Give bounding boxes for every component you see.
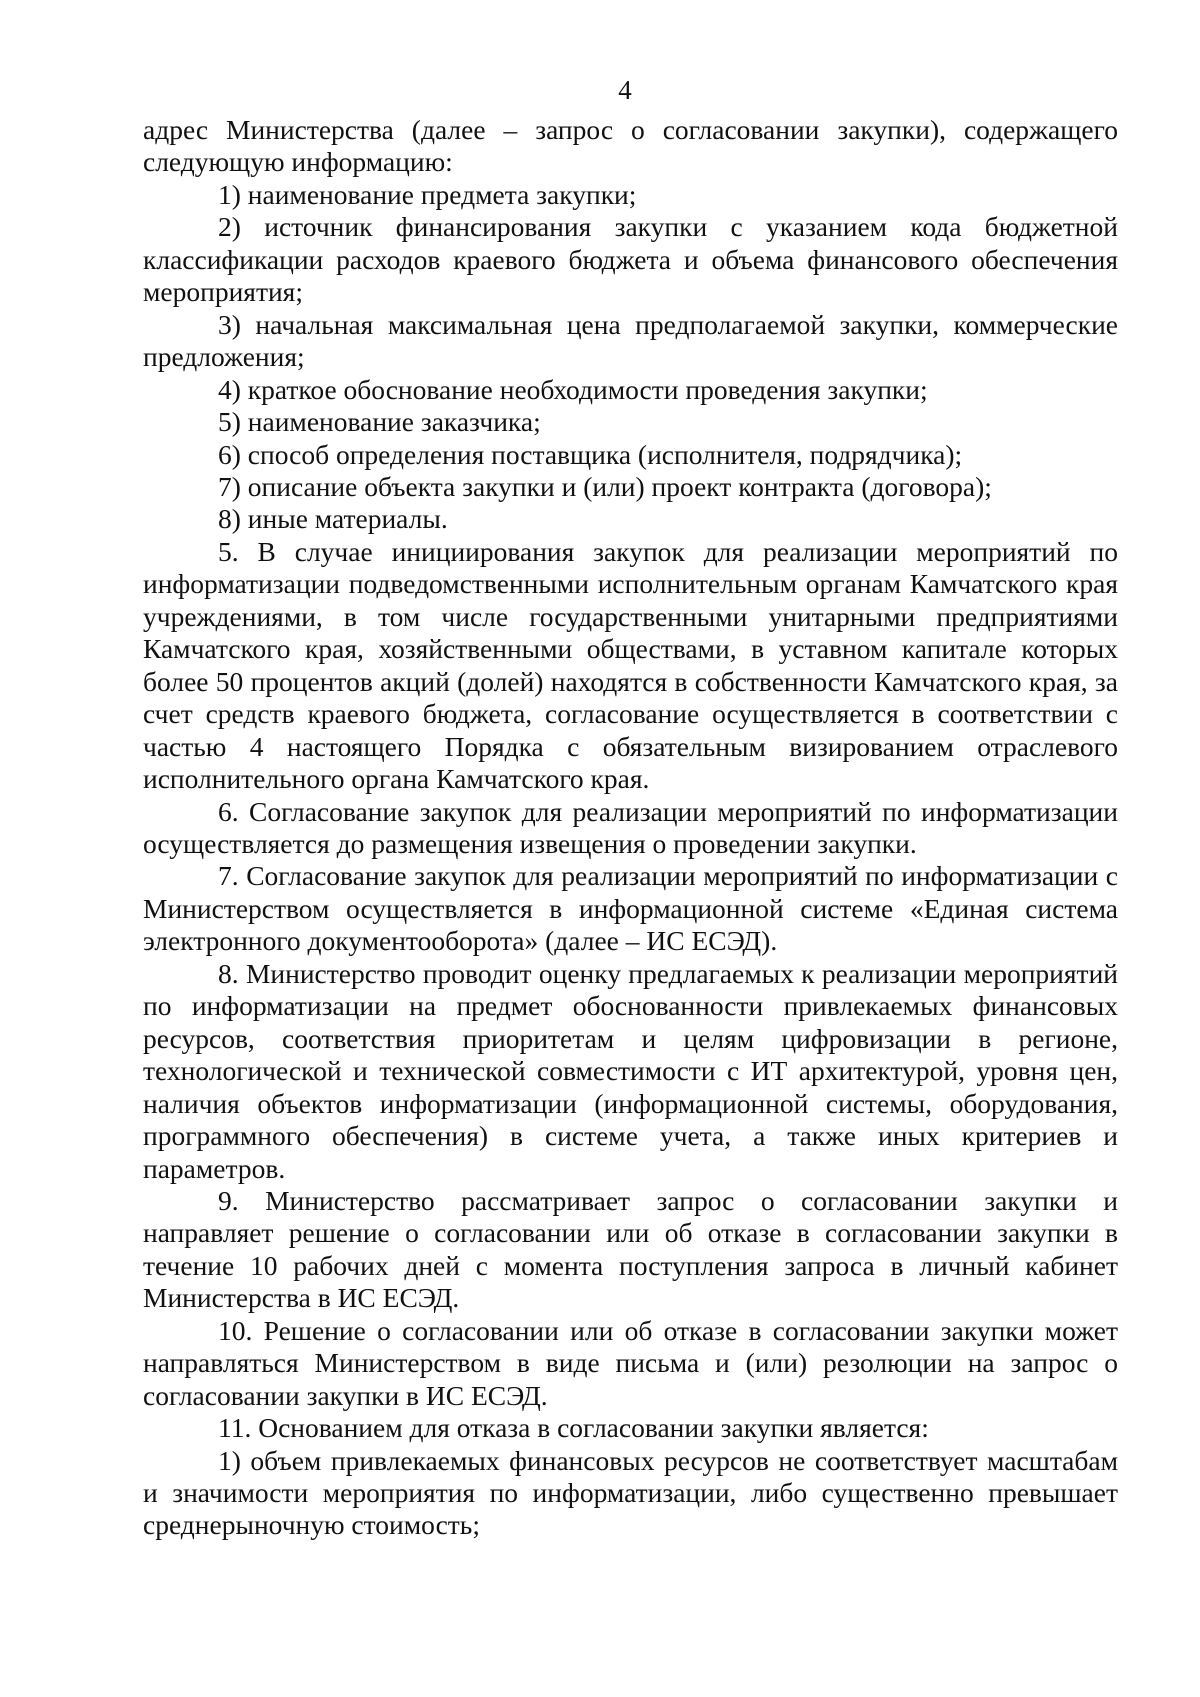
list-item-3-max-price: 3) начальная максимальная цена предполагаемой закупки, коммерческие предложения; [143,308,1118,373]
clause-5: 5. В случае инициирования закупок для реализации мероприятий по информатизации подведомственными исполнительным органам Камчатского края учреждениями, в том числе государственными унитарными предприятиями Камчатского края, хозяйственными обществами, в уставном капитале которых более 50 процентов акций (долей) находятся в собственности Камчатского края, за счет средств краевого бюджета, согласование осуществляется в соответствии с частью 4 настоящего Порядка с обязательным визированием отраслевого исполнительного органа Камчатского края. [143,535,1118,795]
paragraph-continuation: адрес Министерства (далее – запрос о согласовании закупки), содержащего следующую информацию: [143,114,1118,178]
list-item-6-supplier-method: 6) способ определения поставщика (исполнителя, подрядчика); [218,438,963,470]
clause-10: 10. Решение о согласовании или об отказе в согласовании закупки может направляться Министерством в виде письма и (или) резолюции на запрос о согласовании закупки в ИС ЕСЭД. [143,1314,1118,1411]
page-number: 4 [618,75,632,105]
list-item-5-customer: 5) наименование заказчика; [218,406,541,438]
clause-11-item-1: 1) объем привлекаемых финансовых ресурсов не соответствует масштабам и значимости мероприятия по информатизации, либо существенно превышает среднерыночную стоимость; [143,1444,1118,1541]
clause-6: 6. Согласование закупок для реализации мероприятий по информатизации осуществляется до размещения извещения о проведении закупки. [143,795,1118,859]
list-item-8-other-materials: 8) иные материалы. [218,503,448,535]
clause-9: 9. Министерство рассматривает запрос о согласовании закупки и направляет решение о согласовании или об отказе в согласовании закупки в течение 10 рабочих дней с момента поступления запроса в личный кабинет Министерства в ИС ЕСЭД. [143,1184,1118,1314]
list-item-7-object-description: 7) описание объекта закупки и (или) проект контракта (договора); [218,470,992,502]
list-item-2-funding-source: 2) источник финансирования закупки с указанием кода бюджетной классификации расходов краевого бюджета и объема финансового обеспечения мероприятия; [143,211,1118,308]
list-item-1-subject: 1) наименование предмета закупки; [218,178,637,210]
document-body [143,114,1118,1542]
clause-11: 11. Основанием для отказа в согласовании закупки является: [218,1412,929,1444]
clause-8: 8. Министерство проводит оценку предлагаемых к реализации мероприятий по информатизации на предмет обоснованности привлекаемых финансовых ресурсов, соответствия приоритетам и целям цифровизации в регионе, технологической и технической совместимости с ИТ архитектурой, уровня цен, наличия объектов информатизации (информационной системы, оборудования, программного обеспечения) в системе учета, а также иных критериев и параметров. [143,957,1118,1184]
list-item-4-justification: 4) краткое обоснование необходимости проведения закупки; [218,373,928,405]
clause-7: 7. Согласование закупок для реализации мероприятий по информатизации с Министерством осуществляется в информационной системе «Единая система электронного документооборота» (далее – ИС ЕСЭД). [143,860,1118,957]
